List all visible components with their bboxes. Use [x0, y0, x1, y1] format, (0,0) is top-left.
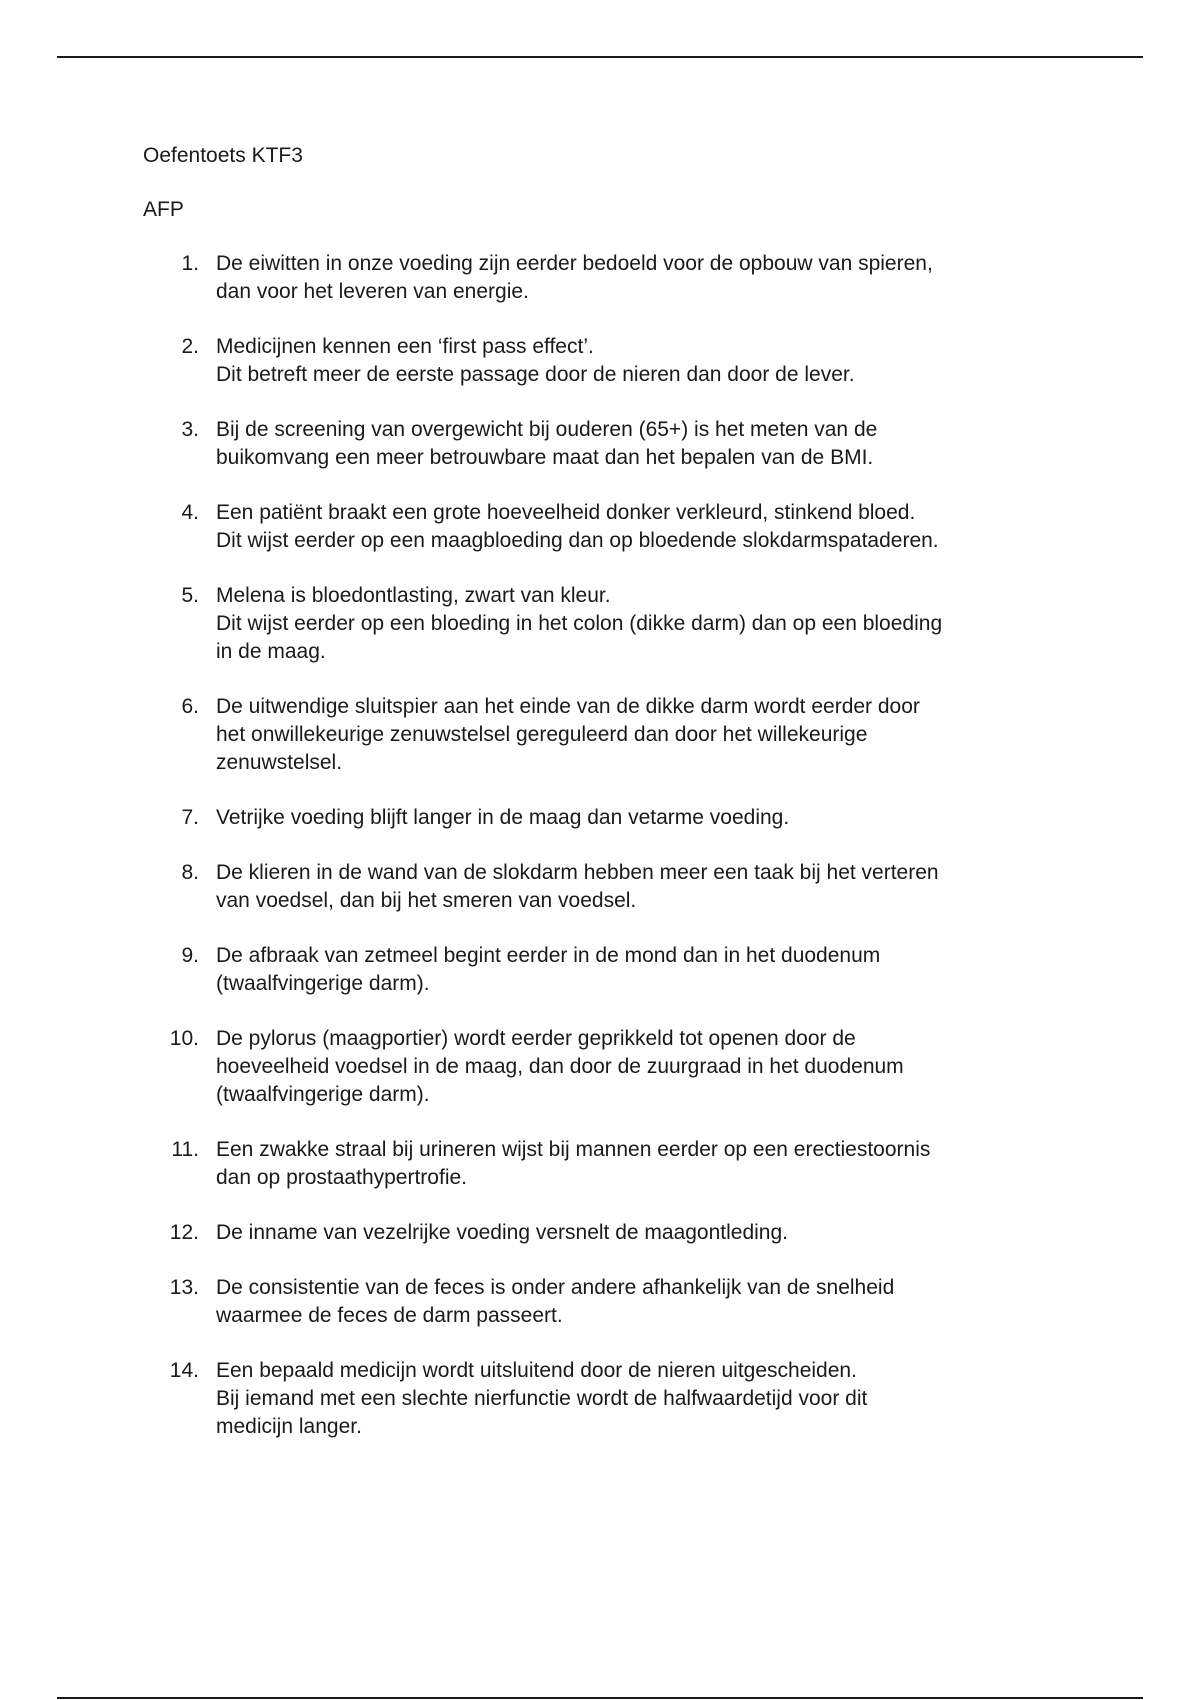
question-item: [143, 942, 1083, 998]
question-text-line: Een zwakke straal bij urineren wijst bij mannen eerder op een erectiestoornis: [216, 1138, 931, 1161]
question-item: [143, 693, 1083, 777]
question-text-line: het onwillekeurige zenuwstelsel gereguleerd dan door het willekeurige: [216, 723, 868, 746]
question-text-line: in de maag.: [216, 640, 326, 663]
question-number: 9.: [181, 944, 199, 967]
document-title: Oefentoets KTF3: [143, 144, 303, 167]
question-text-line: Vetrijke voeding blijft langer in de maag dan vetarme voeding.: [216, 806, 790, 829]
question-text-line: De eiwitten in onze voeding zijn eerder bedoeld voor de opbouw van spieren,: [216, 252, 933, 275]
question-text-line: zenuwstelsel.: [216, 751, 343, 774]
footer-rule: [57, 1697, 1143, 1699]
question-text-line: hoeveelheid voedsel in de maag, dan door de zuurgraad in het duodenum: [216, 1055, 904, 1078]
question-number: 5.: [181, 584, 199, 607]
question-number: 6.: [181, 695, 199, 718]
question-text-line: buikomvang een meer betrouwbare maat dan het bepalen van de BMI.: [216, 446, 874, 469]
question-text-line: dan op prostaathypertrofie.: [216, 1166, 467, 1189]
question-text-line: Dit betreft meer de eerste passage door de nieren dan door de lever.: [216, 363, 855, 386]
question-text-line: Bij de screening van overgewicht bij ouderen (65+) is het meten van de: [216, 418, 878, 441]
question-text-line: medicijn langer.: [216, 1415, 362, 1438]
question-item: [143, 416, 1083, 472]
question-item: [143, 250, 1083, 306]
question-item: [143, 499, 1083, 555]
question-item: [143, 582, 1083, 666]
question-item: [143, 1357, 1083, 1441]
question-text-line: dan voor het leveren van energie.: [216, 280, 529, 303]
document-body: [143, 141, 1083, 1468]
question-number: 8.: [181, 861, 199, 884]
question-item: [143, 1274, 1083, 1330]
question-text-line: De afbraak van zetmeel begint eerder in de mond dan in het duodenum: [216, 944, 881, 967]
question-list: [143, 250, 1083, 1441]
question-item: [143, 804, 1083, 832]
question-number: 4.: [181, 501, 199, 524]
question-number: 13.: [169, 1276, 199, 1299]
question-text-line: De inname van vezelrijke voeding versnelt de maagontleding.: [216, 1221, 789, 1244]
question-text-line: Een bepaald medicijn wordt uitsluitend door de nieren uitgescheiden.: [216, 1359, 857, 1382]
question-number: 7.: [181, 806, 199, 829]
question-text-line: De consistentie van de feces is onder andere afhankelijk van de snelheid: [216, 1276, 895, 1299]
question-number: 3.: [181, 418, 199, 441]
question-text-line: De uitwendige sluitspier aan het einde van de dikke darm wordt eerder door: [216, 695, 920, 718]
question-text-line: waarmee de feces de darm passeert.: [216, 1304, 563, 1327]
question-text-line: Bij iemand met een slechte nierfunctie wordt de halfwaardetijd voor dit: [216, 1387, 868, 1410]
question-text-line: De klieren in de wand van de slokdarm hebben meer een taak bij het verteren: [216, 861, 939, 884]
question-number: 2.: [181, 335, 199, 358]
question-number: 1.: [181, 252, 199, 275]
question-number: 11.: [171, 1138, 199, 1161]
question-text-line: Melena is bloedontlasting, zwart van kleur.: [216, 584, 611, 607]
question-text-line: van voedsel, dan bij het smeren van voedsel.: [216, 889, 637, 912]
question-item: [143, 859, 1083, 915]
question-text-line: Dit wijst eerder op een maagbloeding dan op bloedende slokdarmspataderen.: [216, 529, 939, 552]
question-text-line: Medicijnen kennen een ‘first pass effect’.: [216, 335, 594, 358]
question-number: 10.: [169, 1027, 199, 1050]
question-item: [143, 1025, 1083, 1109]
question-item: [143, 333, 1083, 389]
question-number: 12.: [169, 1221, 199, 1244]
question-text-line: Een patiënt braakt een grote hoeveelheid donker verkleurd, stinkend bloed.: [216, 501, 916, 524]
header-rule: [57, 56, 1143, 58]
question-text-line: De pylorus (maagportier) wordt eerder geprikkeld tot openen door de: [216, 1027, 856, 1050]
question-text-line: (twaalfvingerige darm).: [216, 972, 430, 995]
question-number: 14.: [169, 1359, 199, 1382]
question-item: [143, 1219, 1083, 1247]
question-text-line: (twaalfvingerige darm).: [216, 1083, 430, 1106]
question-text-line: Dit wijst eerder op een bloeding in het colon (dikke darm) dan op een bloeding: [216, 612, 943, 635]
document-subtitle: AFP: [143, 198, 184, 221]
question-item: [143, 1136, 1083, 1192]
